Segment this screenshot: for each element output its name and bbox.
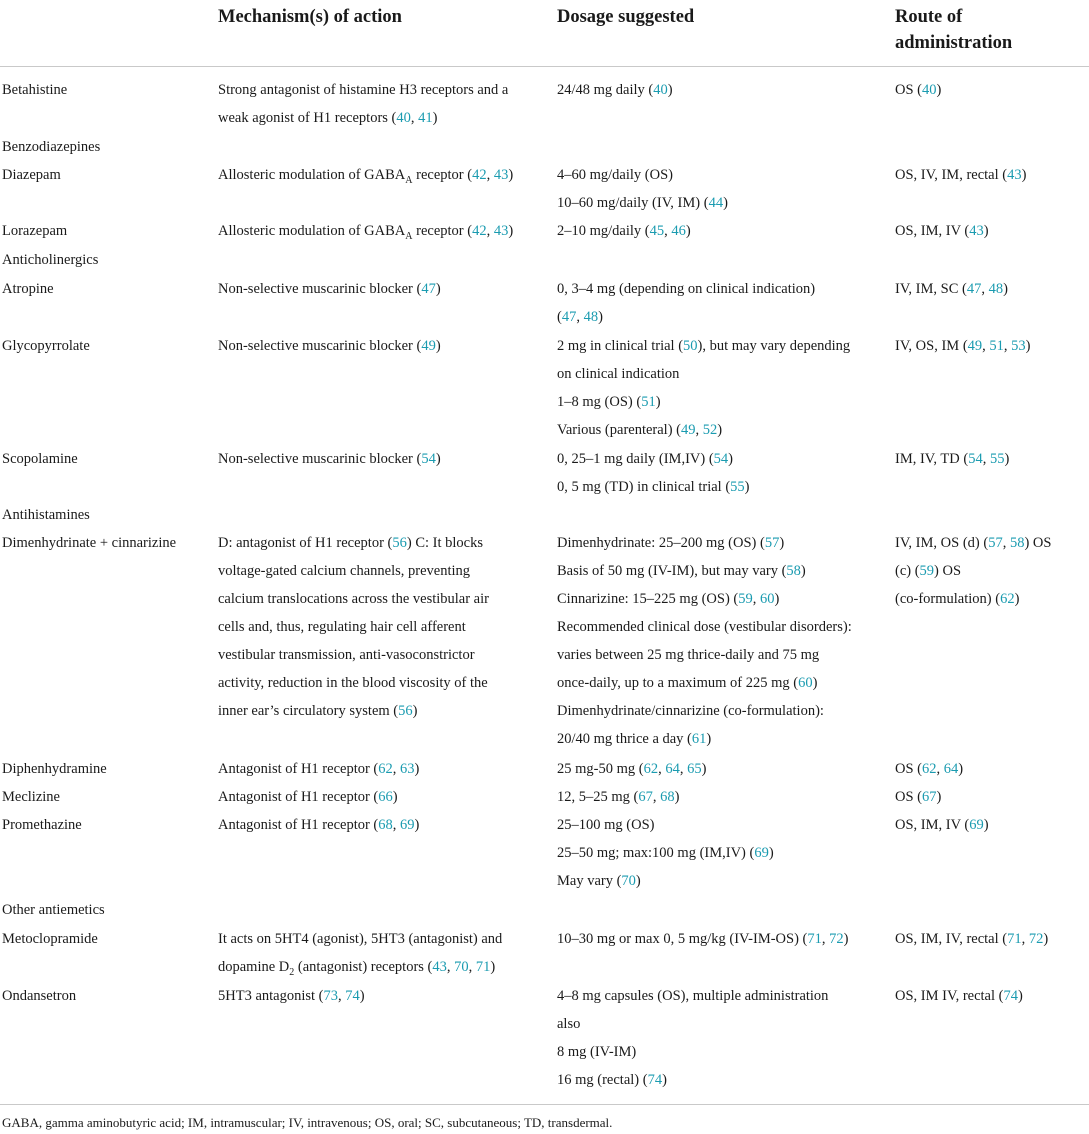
reference-link[interactable]: 47 <box>966 281 982 297</box>
cell-line: 0, 25–1 mg daily (IM,IV) (54) <box>557 451 733 467</box>
footnote-text: GABA, gamma aminobutyric acid; IM, intramuscular; IV, intravenous; OS, oral; SC, subcutaneous; TD, transdermal. <box>2 1115 613 1130</box>
reference-link[interactable]: 65 <box>687 761 702 777</box>
reference-link[interactable]: 73 <box>323 988 339 1004</box>
route-cell <box>895 755 1085 783</box>
reference-link[interactable]: 61 <box>691 731 707 747</box>
reference-link[interactable]: 66 <box>378 789 393 805</box>
cell-line: 12, 5–25 mg (67, 68) <box>557 789 680 805</box>
reference-link[interactable]: 49 <box>967 338 983 354</box>
cell-line: Non-selective muscarinic blocker (47) <box>218 281 441 297</box>
header-route <box>895 4 1085 56</box>
table-header <box>0 0 1089 67</box>
dosage-cell <box>557 783 877 811</box>
cell-line: OS, IM, IV (43) <box>895 223 989 239</box>
cell-line: May vary (70) <box>557 873 641 889</box>
reference-link[interactable]: 67 <box>638 789 653 805</box>
dosage-cell <box>557 529 877 753</box>
dosage-cell <box>557 445 877 501</box>
drug-name-cell: Betahistine <box>2 82 68 98</box>
reference-link[interactable]: 62 <box>922 761 937 777</box>
route-cell <box>895 217 1085 245</box>
route-cell <box>895 76 1085 104</box>
reference-link[interactable]: 70 <box>621 873 636 889</box>
cell-line: dopamine $D_2$ (antagonist) receptors (43, 70, 71) <box>218 959 496 978</box>
cell-line: (47, 48) <box>557 309 603 325</box>
drug-name-cell: Diazepam <box>2 167 61 183</box>
cell-line: cells and, thus, regulating hair cell afferent <box>218 619 466 635</box>
cell-line: inner ear’s circulatory system (56) <box>218 703 418 719</box>
dosage-cell <box>557 275 877 331</box>
cell-line: 5HT3 antagonist (73, 74) <box>218 988 365 1004</box>
reference-link[interactable]: 50 <box>683 338 698 354</box>
cell-line: OS, IM, IV, rectal (71, 72) <box>895 931 1049 947</box>
reference-link[interactable]: 70 <box>454 959 469 975</box>
cell-line: 4–60 mg/daily (OS) <box>557 167 673 183</box>
reference-link[interactable]: 63 <box>400 761 415 777</box>
cell-line: Strong antagonist of histamine H3 receptors and a <box>218 82 509 98</box>
reference-link[interactable]: 60 <box>798 675 813 691</box>
reference-link[interactable]: 51 <box>641 394 656 410</box>
route-cell <box>895 275 1085 303</box>
cell-line: 8 mg (IV-IM) <box>557 1044 637 1060</box>
reference-link[interactable]: 62 <box>1000 591 1015 607</box>
subscript: A <box>405 174 413 186</box>
reference-link[interactable]: 74 <box>1003 988 1018 1004</box>
dosage-cell <box>557 217 877 245</box>
subscript: 2 <box>289 966 295 978</box>
cell-line: on clinical indication <box>557 366 680 382</box>
drug-name-cell: Diphenhydramine <box>2 761 107 777</box>
cell-line: Antagonist of H1 receptor (66) <box>218 789 398 805</box>
cell-line: varies between 25 mg thrice-daily and 75 mg <box>557 647 820 663</box>
reference-link[interactable]: 43 <box>493 167 509 183</box>
reference-link[interactable]: 51 <box>989 338 1004 354</box>
route-cell <box>895 783 1085 811</box>
header-route-line: Route of <box>895 7 963 27</box>
cell-line: 1–8 mg (OS) (51) <box>557 394 661 410</box>
reference-link[interactable]: 55 <box>730 479 745 495</box>
subscript: A <box>405 230 413 242</box>
cell-line: OS, IM IV, rectal (74) <box>895 988 1023 1004</box>
reference-link[interactable]: 47 <box>561 309 577 325</box>
mechanism-cell <box>218 217 538 251</box>
reference-link[interactable]: 58 <box>786 563 801 579</box>
dosage-cell <box>557 76 877 104</box>
cell-line: IM, IV, TD (54, 55) <box>895 451 1010 467</box>
reference-link[interactable]: 43 <box>969 223 984 239</box>
mechanism-cell <box>218 982 538 1010</box>
mechanism-cell <box>218 755 538 783</box>
cell-line: Allosteric modulation of $GABA_A$ receptor (42, 43) <box>218 167 514 186</box>
cell-line: Dimenhydrinate: 25–200 mg (OS) (57) <box>557 535 785 551</box>
drug-name-cell: Scopolamine <box>2 451 78 467</box>
reference-link[interactable]: 49 <box>681 422 696 438</box>
mechanism-cell <box>218 529 538 725</box>
cell-line: (co-formulation) (62) <box>895 591 1020 607</box>
drug-name-cell: Dimenhydrinate + cinnarizine <box>2 535 177 551</box>
cell-line: It acts on 5HT4 (agonist), 5HT3 (antagonist) and <box>218 931 503 947</box>
cell-line: 10–30 mg or max 0, 5 mg/kg (IV-IM-OS) (71, 72) <box>557 931 849 947</box>
cell-line: IV, IM, SC (47, 48) <box>895 281 1008 297</box>
cell-line: 25–100 mg (OS) <box>557 817 655 833</box>
reference-link[interactable]: 42 <box>472 223 487 239</box>
reference-link[interactable]: 56 <box>398 703 413 719</box>
cell-line: voltage-gated calcium channels, preventing <box>218 563 471 579</box>
reference-link[interactable]: 68 <box>378 817 393 833</box>
drug-name-cell: Meclizine <box>2 789 60 805</box>
reference-link[interactable]: 43 <box>432 959 447 975</box>
reference-link[interactable]: 57 <box>764 535 780 551</box>
drug-name-cell: Glycopyrrolate <box>2 338 90 354</box>
header-dosage: Dosage suggested <box>557 7 695 27</box>
mechanism-cell <box>218 332 538 360</box>
cell-line: Various (parenteral) (49, 52) <box>557 422 723 438</box>
reference-link[interactable]: 56 <box>392 535 407 551</box>
route-cell <box>895 445 1085 473</box>
cell-line: weak agonist of H1 receptors (40, 41) <box>218 110 438 126</box>
reference-link[interactable]: 54 <box>968 451 983 467</box>
route-cell <box>895 811 1085 839</box>
cell-line: OS, IM, IV (69) <box>895 817 989 833</box>
cell-line: Non-selective muscarinic blocker (49) <box>218 338 441 354</box>
table-footnote <box>0 1104 1089 1132</box>
cell-line: activity, reduction in the blood viscosity of the <box>218 675 488 691</box>
cell-line: Non-selective muscarinic blocker (54) <box>218 451 441 467</box>
header-mechanism: Mechanism(s) of action <box>218 7 402 27</box>
cell-line: 24/48 mg daily (40) <box>557 82 673 98</box>
drug-name-cell: Promethazine <box>2 817 82 833</box>
reference-link[interactable]: 40 <box>396 110 411 126</box>
reference-link[interactable]: 72 <box>1028 931 1044 947</box>
reference-link[interactable]: 58 <box>1009 535 1025 551</box>
reference-link[interactable]: 40 <box>922 82 937 98</box>
cell-line: 2 mg in clinical trial (50), but may vary depending <box>557 338 851 354</box>
cell-line: once-daily, up to a maximum of 225 mg (60) <box>557 675 818 691</box>
cell-line: 25–50 mg; max:100 mg (IM,IV) (69) <box>557 845 774 861</box>
reference-link[interactable]: 60 <box>759 591 775 607</box>
cell-line: 20/40 mg thrice a day (61) <box>557 731 712 747</box>
reference-link[interactable]: 45 <box>649 223 665 239</box>
reference-link[interactable]: 46 <box>671 223 686 239</box>
cell-line: Recommended clinical dose (vestibular disorders): <box>557 619 852 635</box>
cell-line: OS (67) <box>895 789 942 805</box>
reference-link[interactable]: 54 <box>713 451 729 467</box>
cell-line: Antagonist of H1 receptor (62, 63) <box>218 761 420 777</box>
dosage-cell <box>557 161 877 217</box>
reference-link[interactable]: 41 <box>418 110 433 126</box>
mechanism-cell <box>218 783 538 811</box>
route-cell <box>895 161 1085 189</box>
reference-link[interactable]: 69 <box>969 817 984 833</box>
cell-line: 16 mg (rectal) (74) <box>557 1072 667 1088</box>
cell-line: OS, IV, IM, rectal (43) <box>895 167 1027 183</box>
reference-link[interactable]: 74 <box>345 988 360 1004</box>
reference-link[interactable]: 64 <box>665 761 680 777</box>
drug-name-cell: Other antiemetics <box>2 902 105 918</box>
cell-line: also <box>557 1016 581 1032</box>
drug-name-cell: Metoclopramide <box>2 931 98 947</box>
cell-line: 4–8 mg capsules (OS), multiple administration <box>557 988 829 1004</box>
reference-link[interactable]: 64 <box>943 761 959 777</box>
reference-link[interactable]: 44 <box>708 195 724 211</box>
cell-line: IV, OS, IM (49, 51, 53) <box>895 338 1031 354</box>
cell-line: Basis of 50 mg (IV-IM), but may vary (58) <box>557 563 806 579</box>
header-route-line: administration <box>895 33 1013 53</box>
reference-link[interactable]: 67 <box>922 789 937 805</box>
reference-link[interactable]: 69 <box>400 817 415 833</box>
mechanism-cell <box>218 811 538 839</box>
reference-link[interactable]: 40 <box>653 82 668 98</box>
cell-line: (c) (59) OS <box>895 563 962 579</box>
reference-link[interactable]: 74 <box>647 1072 663 1088</box>
mechanism-cell <box>218 161 538 195</box>
reference-link[interactable]: 53 <box>1011 338 1026 354</box>
reference-link[interactable]: 42 <box>472 167 487 183</box>
route-cell <box>895 982 1085 1010</box>
cell-line: OS (40) <box>895 82 942 98</box>
cell-line: 25 mg-50 mg (62, 64, 65) <box>557 761 707 777</box>
reference-link[interactable]: 54 <box>421 451 436 467</box>
route-cell <box>895 925 1085 953</box>
mechanism-cell <box>218 76 538 132</box>
cell-line: Antagonist of H1 receptor (68, 69) <box>218 817 420 833</box>
reference-link[interactable]: 48 <box>583 309 599 325</box>
drug-name-cell: Antihistamines <box>2 507 90 523</box>
cell-line: vestibular transmission, anti-vasoconstrictor <box>218 647 475 663</box>
reference-link[interactable]: 62 <box>378 761 393 777</box>
reference-link[interactable]: 47 <box>421 281 436 297</box>
cell-line: D: antagonist of H1 receptor (56) C: It blocks <box>218 535 483 551</box>
reference-link[interactable]: 71 <box>807 931 822 947</box>
reference-link[interactable]: 43 <box>493 223 509 239</box>
reference-link[interactable]: 68 <box>660 789 675 805</box>
dosage-cell <box>557 982 877 1094</box>
reference-link[interactable]: 62 <box>643 761 659 777</box>
cell-line: 2–10 mg/daily (45, 46) <box>557 223 691 239</box>
cell-line: OS (62, 64) <box>895 761 964 777</box>
reference-link[interactable]: 72 <box>829 931 844 947</box>
mechanism-cell <box>218 925 538 987</box>
reference-link[interactable]: 71 <box>475 959 491 975</box>
route-cell <box>895 332 1085 360</box>
drug-name-cell: Anticholinergics <box>2 252 99 268</box>
reference-link[interactable]: 71 <box>1007 931 1022 947</box>
cell-line: IV, IM, OS (d) (57, 58) OS <box>895 535 1052 551</box>
reference-link[interactable]: 59 <box>738 591 753 607</box>
drug-name-cell: Atropine <box>2 281 54 297</box>
route-cell <box>895 529 1085 613</box>
reference-link[interactable]: 49 <box>421 338 436 354</box>
cell-line: Cinnarizine: 15–225 mg (OS) (59, 60) <box>557 591 780 607</box>
dosage-cell <box>557 332 877 444</box>
reference-link[interactable]: 69 <box>754 845 769 861</box>
cell-line: 0, 5 mg (TD) in clinical trial (55) <box>557 479 750 495</box>
dosage-cell <box>557 925 877 953</box>
cell-line: 10–60 mg/daily (IV, IM) (44) <box>557 195 728 211</box>
reference-link[interactable]: 59 <box>919 563 935 579</box>
cell-line: calcium translocations across the vestibular air <box>218 591 489 607</box>
reference-link[interactable]: 52 <box>702 422 718 438</box>
drug-name-cell: Lorazepam <box>2 223 68 239</box>
drug-name-cell: Ondansetron <box>2 988 77 1004</box>
cell-line: 0, 3–4 mg (depending on clinical indication) <box>557 281 816 297</box>
mechanism-cell <box>218 275 538 303</box>
cell-line: Dimenhydrinate/cinnarizine (co-formulation): <box>557 703 824 719</box>
drug-name-cell: Benzodiazepines <box>2 139 101 155</box>
reference-link[interactable]: 55 <box>989 451 1005 467</box>
reference-link[interactable]: 43 <box>1007 167 1022 183</box>
reference-link[interactable]: 57 <box>988 535 1003 551</box>
dosage-cell <box>557 811 877 895</box>
reference-link[interactable]: 48 <box>988 281 1004 297</box>
cell-line: Allosteric modulation of $GABA_A$ receptor (42, 43) <box>218 223 514 242</box>
dosage-cell <box>557 755 877 783</box>
mechanism-cell <box>218 445 538 473</box>
